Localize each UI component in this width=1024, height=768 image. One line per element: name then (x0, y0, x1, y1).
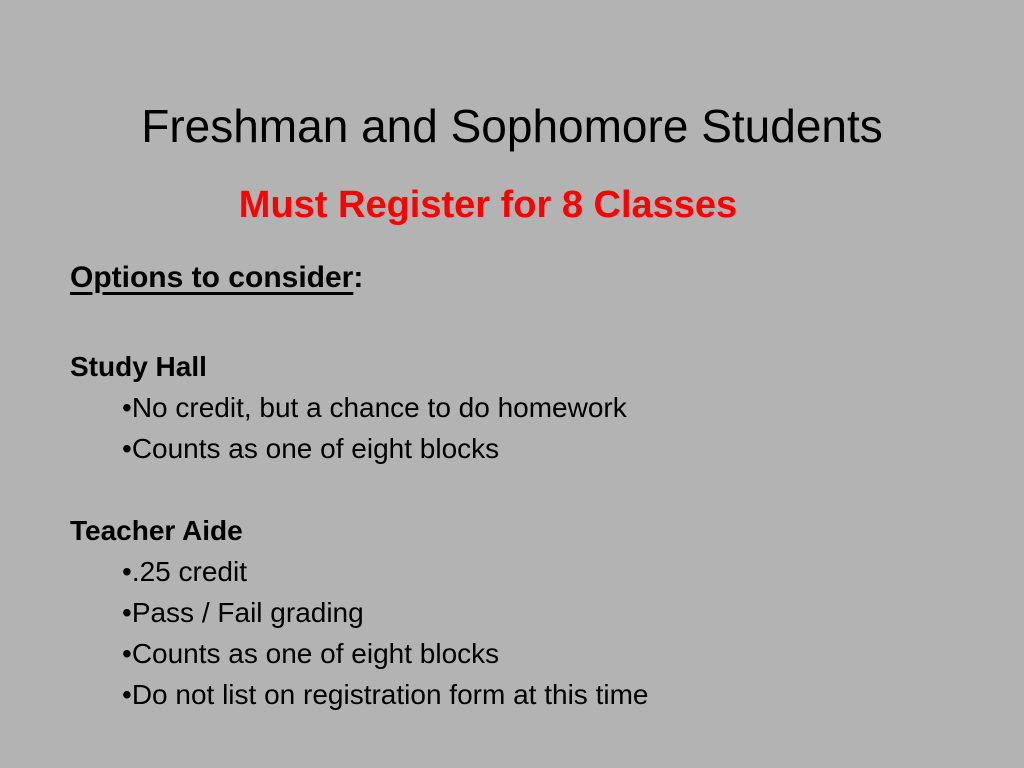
slide-subtitle: Must Register for 8 Classes (238, 184, 738, 226)
bullet-icon (122, 433, 132, 464)
bullet-item (122, 674, 970, 715)
bullet-list (70, 387, 970, 469)
bullet-item (122, 551, 970, 592)
bullet-text: Pass / Fail grading (131, 597, 364, 628)
section-study-hall (70, 346, 970, 469)
bullet-item (122, 428, 970, 469)
bullet-icon (122, 392, 132, 423)
bullet-icon (122, 679, 132, 710)
bullet-icon (122, 556, 132, 587)
section-title: Study Hall (70, 351, 207, 382)
slide-title: Freshman and Sophomore Students (141, 100, 883, 152)
bullet-item (122, 592, 970, 633)
section-teacher-aide (70, 510, 970, 715)
bullet-text: Counts as one of eight blocks (131, 433, 500, 464)
bullet-text: No credit, but a chance to do homework (131, 392, 627, 423)
bullet-text: .25 credit (131, 556, 247, 587)
bullet-item (122, 387, 970, 428)
options-heading-text: Options to consider (70, 261, 354, 294)
bullet-list (70, 551, 970, 715)
bullet-icon (122, 597, 132, 628)
options-heading-colon: : (353, 261, 364, 294)
slide-body (70, 255, 970, 715)
spacer (70, 301, 970, 346)
options-heading (70, 255, 970, 301)
bullet-item (122, 633, 970, 674)
bullet-text: Counts as one of eight blocks (131, 638, 500, 669)
bullet-icon (122, 638, 132, 669)
section-gap (70, 469, 970, 510)
bullet-text: Do not list on registration form at this time (131, 679, 649, 710)
section-title: Teacher Aide (70, 515, 243, 546)
